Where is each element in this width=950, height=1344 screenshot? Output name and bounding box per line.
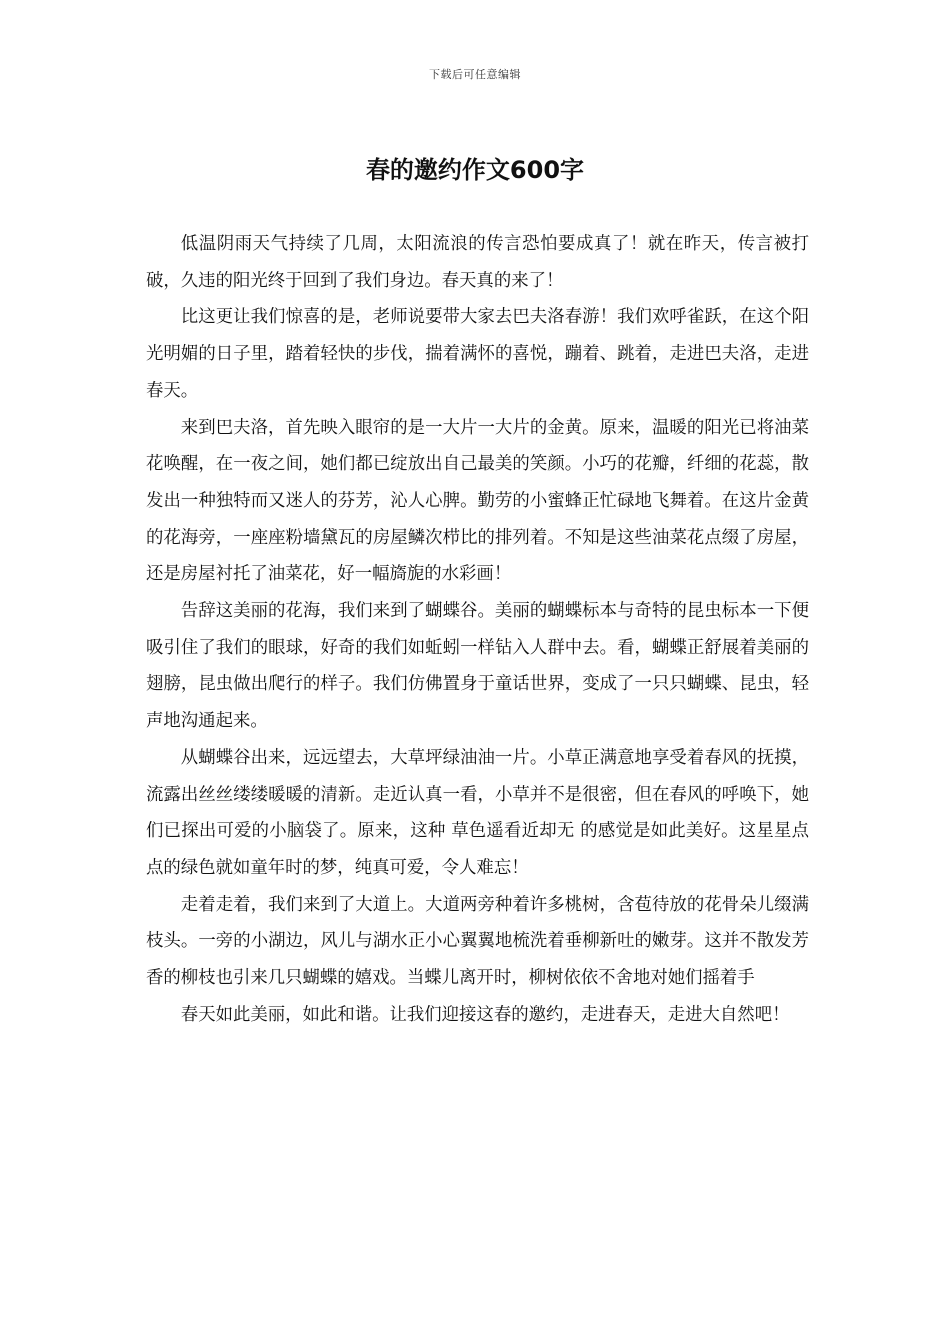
header-note: 下载后可任意编辑	[429, 68, 521, 81]
paragraph: 告辞这美丽的花海，我们来到了蝴蝶谷。美丽的蝴蝶标本与奇特的昆虫标本一下便吸引住了我们的眼球，好奇的我们如蚯蚓一样钻入人群中去。看，蝴蝶正舒展着美丽的翅膀，昆虫做出爬行的样子。我们仿佛置身于童话世界，变成了一只只蝴蝶、昆虫，轻声地沟通起来。	[146, 601, 809, 732]
paragraph: 低温阴雨天气持续了几周，太阳流浪的传言恐怕要成真了！就在昨天，传言被打破，久违的阳光终于回到了我们身边。春天真的来了！	[146, 234, 809, 291]
paragraph: 比这更让我们惊喜的是，老师说要带大家去巴夫洛春游！我们欢呼雀跃，在这个阳光明媚的日子里，踏着轻快的步伐，揣着满怀的喜悦，蹦着、跳着，走进巴夫洛，走进春天。	[146, 307, 809, 401]
document-title: 春的邀约作文600字	[365, 156, 585, 184]
paragraph: 从蝴蝶谷出来，远远望去，大草坪绿油油一片。小草正满意地享受着春风的抚摸，流露出丝丝缕缕暖暖的清新。走近认真一看，小草并不是很密，但在春风的呼唤下，她们已探出可爱的小脑袋了。原来，这种 草色遥看近却无 的感觉是如此美好。这星星点点的绿色就如童年时的梦，纯真可爱，令人难忘！	[146, 747, 809, 878]
paragraph: 走着走着，我们来到了大道上。大道两旁种着许多桃树，含苞待放的花骨朵儿缀满枝头。一旁的小湖边，风儿与湖水正小心翼翼地梳洗着垂柳新吐的嫩芽。这并不散发芳香的柳枝也引来几只蝴蝶的嬉戏。当蝶儿离开时，柳树依依不舍地对她们摇着手	[146, 894, 809, 989]
paragraph: 春天如此美丽，如此和谐。让我们迎接这春的邀约，走进春天，走进大自然吧！	[180, 1004, 790, 1025]
paragraph: 来到巴夫洛，首先映入眼帘的是一大片一大片的金黄。原来，温暖的阳光已将油菜花唤醒，在一夜之间，她们都已绽放出自己最美的笑颜。小巧的花瓣，纤细的花蕊，散发出一种独特而又迷人的芬芳，沁人心脾。勤劳的小蜜蜂正忙碌地飞舞着。在这片金黄的花海旁，一座座粉墙黛瓦的房屋鳞次栉比的排列着。不知是这些油菜花点缀了房屋，还是房屋衬托了油菜花，好一幅旖旎的水彩画！	[146, 417, 809, 585]
document-body	[146, 226, 809, 1033]
